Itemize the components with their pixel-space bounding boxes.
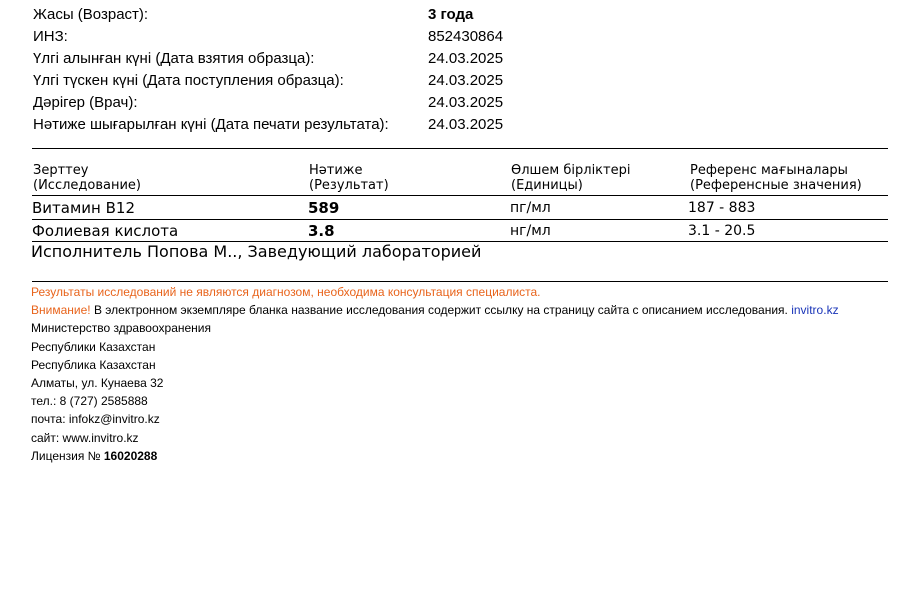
info-value: 852430864 (428, 28, 504, 45)
ministry-line-2: Республики Казахстан (31, 339, 156, 354)
row-result: 589 (308, 199, 340, 217)
info-value: 24.03.2025 (428, 50, 504, 67)
address-line: Алматы, ул. Кунаева 32 (31, 375, 164, 390)
header-reference (690, 163, 862, 193)
header-reference-kz: Референс мағыналары (690, 163, 848, 178)
table-top-rule (32, 148, 888, 149)
row-units: нг/мл (510, 223, 551, 239)
country-line: Республика Казахстан (31, 357, 156, 372)
info-value: 24.03.2025 (428, 72, 504, 89)
footer-rule (32, 281, 888, 282)
header-result (309, 163, 389, 193)
info-label: Үлгі түскен күні (Дата поступления образца): (33, 72, 344, 89)
license-label: Лицензия № (31, 448, 104, 463)
ministry-line-1: Министерство здравоохранения (31, 321, 211, 336)
invitro-link[interactable]: invitro.kz (791, 303, 839, 318)
info-row-doctor (33, 92, 513, 114)
disclaimer-text: Результаты исследований не являются диагнозом, необходима консультация специалиста. (31, 285, 541, 299)
info-label: ИНЗ: (33, 28, 68, 45)
info-value: 24.03.2025 (428, 116, 504, 133)
row-test-name: Витамин В12 (32, 199, 135, 217)
row-reference: 3.1 - 20.5 (688, 223, 756, 239)
row-units: пг/мл (510, 200, 551, 216)
row-test-name: Фолиевая кислота (32, 222, 179, 240)
license-line (31, 447, 839, 465)
header-result-kz: Нәтиже (309, 163, 363, 178)
info-label: Үлгі алынған күні (Дата взятия образца): (33, 50, 315, 67)
website-line: сайт: www.invitro.kz (31, 430, 139, 445)
info-row-sample-received (33, 70, 513, 92)
info-row-sample-taken (33, 48, 513, 70)
info-row-print-date (33, 114, 513, 136)
header-units-kz: Өлшем бірліктері (511, 163, 631, 178)
footer (31, 283, 839, 465)
license-number: 16020288 (103, 448, 158, 463)
patient-info (33, 4, 513, 136)
table-row (32, 197, 888, 219)
header-result-ru: (Результат) (309, 178, 389, 193)
info-row-inz (33, 26, 513, 48)
header-bottom-rule (32, 195, 888, 196)
info-label: Жасы (Возраст): (33, 6, 149, 23)
attention-notice (31, 301, 839, 319)
phone-line: тел.: 8 (727) 2585888 (31, 394, 148, 409)
info-value: 3 года (428, 6, 474, 23)
attention-prefix: Внимание! (31, 303, 91, 318)
row-reference: 187 - 883 (688, 200, 756, 216)
info-label: Нәтиже шығарылған күні (Дата печати результата): (33, 116, 389, 133)
table-row (32, 220, 888, 242)
header-test-kz: Зерттеу (33, 163, 89, 178)
info-label: Дәрігер (Врач): (33, 94, 138, 111)
header-test (33, 163, 141, 193)
header-units-ru: (Единицы) (511, 178, 583, 193)
header-reference-ru: (Референсные значения) (690, 178, 862, 193)
row-result: 3.8 (308, 222, 335, 240)
header-units (511, 163, 630, 193)
header-test-ru: (Исследование) (33, 178, 141, 193)
performer-line: Исполнитель Попова М.., Заведующий лабораторией (31, 242, 482, 261)
info-row-age (33, 4, 513, 26)
info-value: 24.03.2025 (428, 94, 504, 111)
attention-text: В электронном экземпляре бланка название исследования содержит ссылку на страницу сайта с описанием исследования. (90, 303, 792, 318)
email-line: почта: infokz@invitro.kz (31, 412, 160, 427)
